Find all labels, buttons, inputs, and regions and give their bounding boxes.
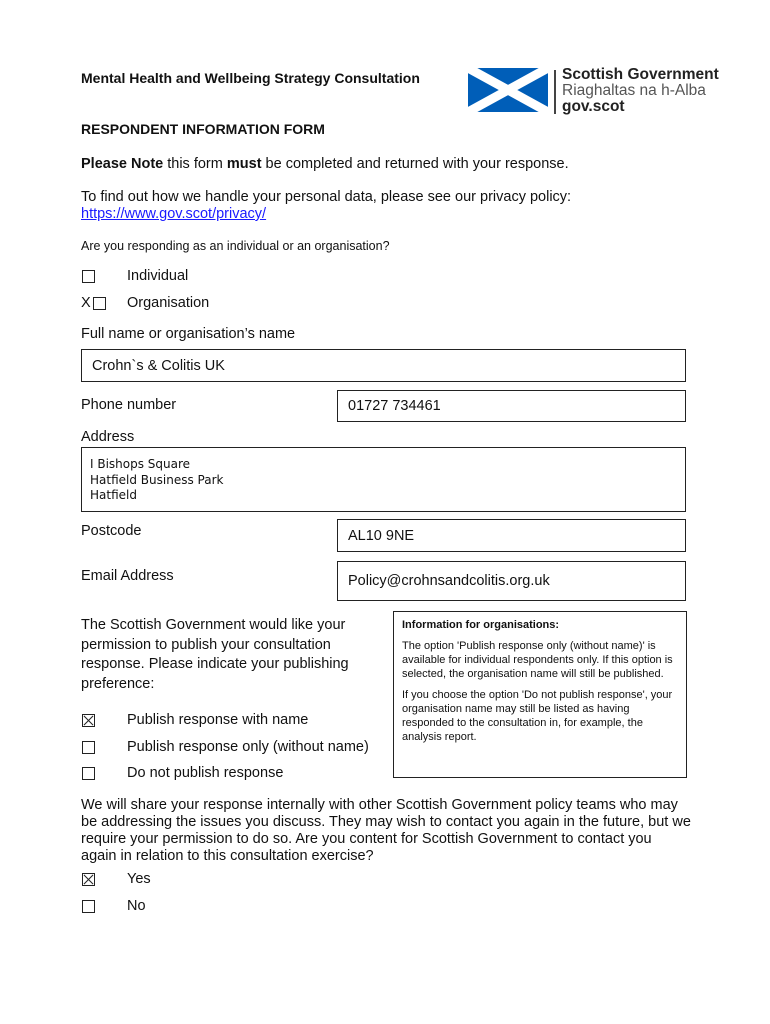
logo-line-3: gov.scot bbox=[562, 98, 625, 115]
publish-with-name-label: Publish response with name bbox=[127, 712, 309, 728]
contact-no-checkbox[interactable] bbox=[82, 900, 95, 913]
address-line-3: Hatfield bbox=[90, 488, 137, 502]
info-paragraph-2: If you choose the option 'Do not publish response', your organisation name may still be listed as having responded to the consultation in, for example, the analysis report. bbox=[402, 689, 673, 743]
privacy-policy-link[interactable]: https://www.gov.scot/privacy/ bbox=[81, 206, 267, 222]
note-bold-2: must bbox=[226, 156, 262, 172]
respondent-type-question: Are you responding as an individual or an organisation? bbox=[81, 239, 390, 253]
logo-text bbox=[562, 67, 719, 115]
publish-without-name-checkbox[interactable] bbox=[82, 741, 95, 754]
contact-yes-checkbox[interactable] bbox=[82, 873, 95, 886]
publishing-question: The Scottish Government would like your permission to publish your consultation response. Please indicate your publishing preference: bbox=[81, 617, 349, 692]
postcode-value: AL10 9NE bbox=[348, 527, 415, 544]
do-not-publish-checkbox[interactable] bbox=[82, 767, 95, 780]
info-heading: Information for organisations: bbox=[402, 619, 560, 631]
info-paragraph-1: The option 'Publish response only (without name)' is available for individual respondents only. If this option is selected, the organisation name will still be published. bbox=[402, 640, 673, 680]
address-label: Address bbox=[81, 429, 135, 445]
form-heading: RESPONDENT INFORMATION FORM bbox=[81, 121, 325, 137]
saltire-flag-icon bbox=[468, 68, 548, 112]
address-line-1: I Bishops Square bbox=[90, 457, 191, 471]
postcode-label: Postcode bbox=[81, 523, 142, 539]
address-field[interactable] bbox=[81, 447, 686, 512]
organisation-x-mark: X bbox=[81, 295, 91, 311]
email-field[interactable] bbox=[337, 561, 686, 601]
contact-no-label: No bbox=[127, 898, 146, 914]
phone-value: 01727 734461 bbox=[348, 398, 441, 414]
publish-with-name-checkbox[interactable] bbox=[82, 714, 95, 727]
organisation-label: Organisation bbox=[127, 295, 210, 311]
name-field[interactable] bbox=[81, 349, 686, 382]
privacy-text: To find out how we handle your personal data, please see our privacy policy: bbox=[81, 189, 572, 205]
organisation-checkbox[interactable] bbox=[93, 297, 106, 310]
phone-field[interactable] bbox=[337, 390, 686, 422]
please-note bbox=[81, 156, 569, 172]
organisation-info-box bbox=[393, 611, 687, 778]
note-bold-1: Please Note bbox=[81, 156, 164, 172]
logo-divider bbox=[554, 70, 556, 114]
postcode-field[interactable] bbox=[337, 519, 686, 552]
privacy-notice bbox=[81, 189, 641, 223]
contact-yes-label: Yes bbox=[127, 871, 151, 887]
note-text-1: this form bbox=[163, 156, 227, 172]
email-label: Email Address bbox=[81, 568, 174, 584]
email-value: Policy@crohnsandcolitis.org.uk bbox=[348, 573, 550, 589]
contact-question: We will share your response internally with other Scottish Government policy teams who may be addressing the issues you discuss. They may wish to contact you again in the future, but we require your permission to do so. Are you content for Scottish Government to contact you again in relation to this consultation exercise? bbox=[81, 797, 691, 864]
individual-checkbox[interactable] bbox=[82, 270, 95, 283]
name-label: Full name or organisation’s name bbox=[81, 326, 296, 342]
publish-without-name-label: Publish response only (without name) bbox=[127, 739, 369, 755]
address-line-2: Hatfield Business Park bbox=[90, 472, 224, 487]
name-value: Crohn`s & Colitis UK bbox=[92, 357, 225, 374]
document-title: Mental Health and Wellbeing Strategy Consultation bbox=[81, 70, 420, 86]
scottish-government-logo bbox=[468, 66, 738, 116]
do-not-publish-label: Do not publish response bbox=[127, 765, 284, 781]
logo-line-2: Riaghaltas na h-Alba bbox=[562, 82, 706, 99]
logo-line-1: Scottish Government bbox=[562, 66, 719, 83]
individual-label: Individual bbox=[127, 268, 189, 284]
phone-label: Phone number bbox=[81, 397, 177, 413]
note-text-2: be completed and returned with your response. bbox=[261, 156, 569, 172]
